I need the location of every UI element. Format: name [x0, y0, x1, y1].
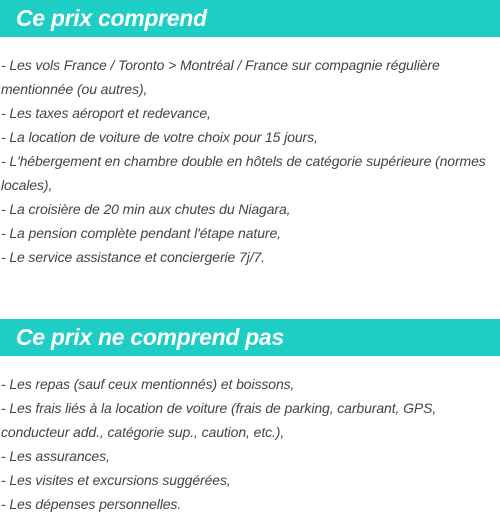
list-item: - Le service assistance et conciergerie 7j/7. — [1, 249, 265, 265]
includes-list — [0, 53, 500, 269]
list-item: - La croisière de 20 min aux chutes du Niagara, — [1, 201, 291, 217]
list-item: - Les visites et excursions suggérées, — [1, 472, 231, 488]
list-item: - Les repas (sauf ceux mentionnés) et boissons, — [1, 376, 295, 392]
excludes-list — [0, 372, 500, 516]
list-item: - La location de voiture de votre choix pour 15 jours, — [1, 129, 318, 145]
list-item: - Les assurances, — [1, 448, 110, 464]
list-item: - Les dépenses personnelles. — [1, 496, 182, 512]
list-item: - Les frais liés à la location de voiture (frais de parking, carburant, GPS, conducteur add., catégorie sup., caution, etc.), — [1, 400, 437, 440]
list-item: - La pension complète pendant l'étape nature, — [1, 225, 281, 241]
includes-title: Ce prix comprend — [16, 5, 207, 31]
includes-header — [0, 0, 500, 37]
excludes-title: Ce prix ne comprend pas — [16, 324, 284, 350]
excludes-header — [0, 319, 500, 356]
list-item: - Les taxes aéroport et redevance, — [1, 105, 211, 121]
list-item: - L'hébergement en chambre double en hôtels de catégorie supérieure (normes locales), — [1, 153, 486, 193]
list-item: - Les vols France / Toronto > Montréal / France sur compagnie régulière mentionnée (ou autres), — [1, 57, 440, 97]
